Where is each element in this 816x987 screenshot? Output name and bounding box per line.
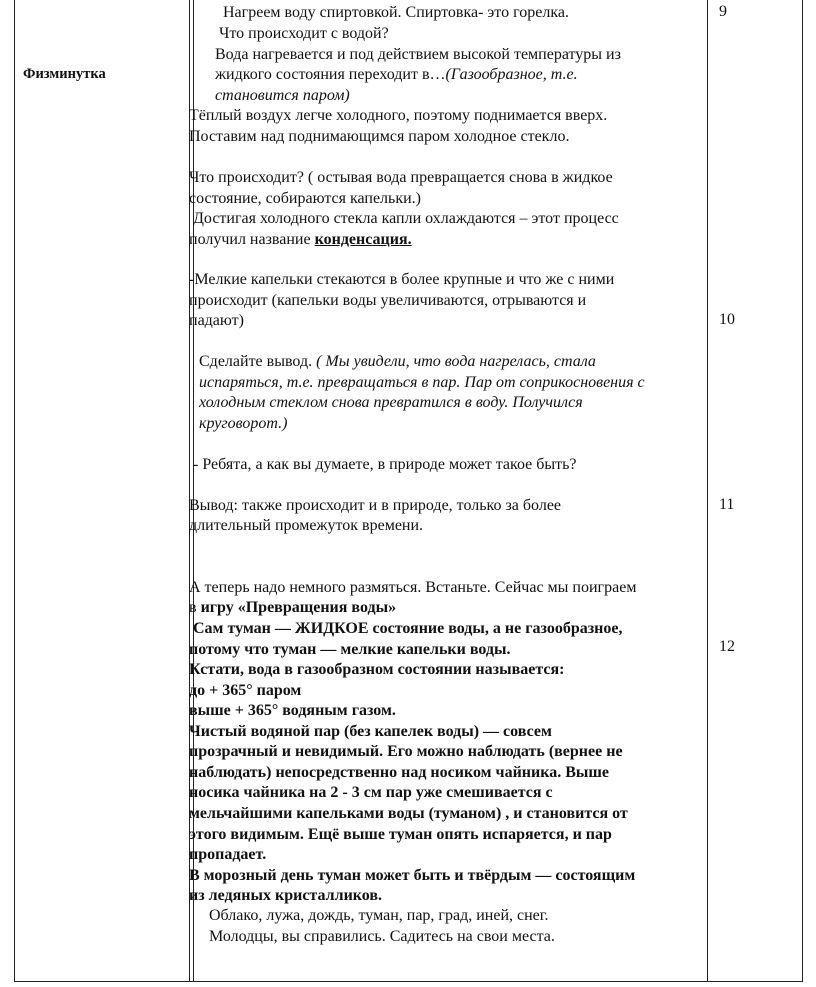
text-line: испаряться, т.е. превращаться в пар. Пар от соприкосновения с <box>199 374 645 391</box>
text-line: из ледяных кристалликов. <box>189 887 383 904</box>
slide-number: 12 <box>719 638 735 655</box>
text-line: Вывод: также происходит и в природе, только за более <box>189 497 562 514</box>
text-line: Что происходит с водой? <box>219 25 389 42</box>
text-line: прозрачный и невидимый. Его можно наблюдать (вернее не <box>189 743 623 760</box>
text-line: наблюдать) непосредственно над носиком чайника. Выше <box>189 764 609 781</box>
text-line: -Мелкие капельки стекаются в более крупные и что же с ними <box>189 271 615 288</box>
text-line: холодным стеклом снова превратился в воду. Получился <box>199 394 583 411</box>
text-line: мельчайшими капельками воды (туманом) , и становится от <box>189 805 628 822</box>
text-line: Чистый водяной пар (без капелек воды) — совсем <box>189 723 552 740</box>
text-line: Достигая холодного стекла капли охлаждаются – этот процесс <box>193 210 619 227</box>
text-line: Тёплый воздух легче холодного, поэтому поднимается вверх. <box>189 107 608 124</box>
slide-number: 11 <box>719 496 735 513</box>
text-line: падают) <box>189 312 244 329</box>
text-line: Вода нагревается и под действием высокой температуры из <box>215 46 621 63</box>
text-line: Облако, лужа, дождь, туман, пар, град, иней, снег. <box>209 907 549 924</box>
text-line: носика чайника на 2 - 3 см пар уже смешивается с <box>189 784 553 801</box>
text-line: А теперь надо немного размяться. Встаньте. Сейчас мы поиграем <box>189 579 637 596</box>
text-line: - Ребята, а как вы думаете, в природе может такое быть? <box>193 456 577 473</box>
text-line: длительный промежуток времени. <box>189 517 424 534</box>
text-line: становится паром) <box>215 87 350 104</box>
text-line: потому что туман — мелкие капельки воды. <box>189 641 511 658</box>
text-line: в игру «Превращения воды» <box>189 599 397 616</box>
text-line: жидкого состояния переходит в…(Газообразное, т.е. <box>215 66 578 83</box>
text-line: пропадает. <box>189 846 267 863</box>
text-line: получил название конденсация. <box>189 231 412 248</box>
text-line: этого видимым. Ещё выше туман опять испаряется, и пар <box>189 826 612 843</box>
term-condensation: конденсация. <box>314 231 412 248</box>
text-line: Молодцы, вы справились. Садитесь на свои места. <box>209 928 555 945</box>
text-line: состояние, собираются капельки.) <box>189 190 421 207</box>
text-line: Сделайте вывод. ( Мы увидели, что вода нагрелась, стала <box>199 353 596 370</box>
text-line: круговорот.) <box>199 415 288 432</box>
column-divider <box>707 0 708 981</box>
lesson-table <box>14 0 803 982</box>
text-line: Кстати, вода в газообразном состоянии называется: <box>189 661 565 678</box>
text-line: происходит (капельки воды увеличиваются, отрываются и <box>189 292 587 309</box>
text-line: до + 365° паром <box>189 682 302 699</box>
stage-label: Физминутка <box>23 66 106 82</box>
text-line: В морозный день туман может быть и твёрдым — состоящим <box>189 867 636 884</box>
slide-number: 9 <box>719 3 727 20</box>
text-line: Что происходит? ( остывая вода превращается снова в жидкое <box>189 169 613 186</box>
text-line: Поставим над поднимающимся паром холодное стекло. <box>189 128 570 145</box>
text-line: Сам туман — ЖИДКОЕ состояние воды, а не газообразное, <box>193 620 623 637</box>
slide-number: 10 <box>719 311 735 328</box>
text-line: выше + 365° водяным газом. <box>189 702 396 719</box>
text-line: Нагреем воду спиртовкой. Спиртовка- это горелка. <box>223 4 569 21</box>
